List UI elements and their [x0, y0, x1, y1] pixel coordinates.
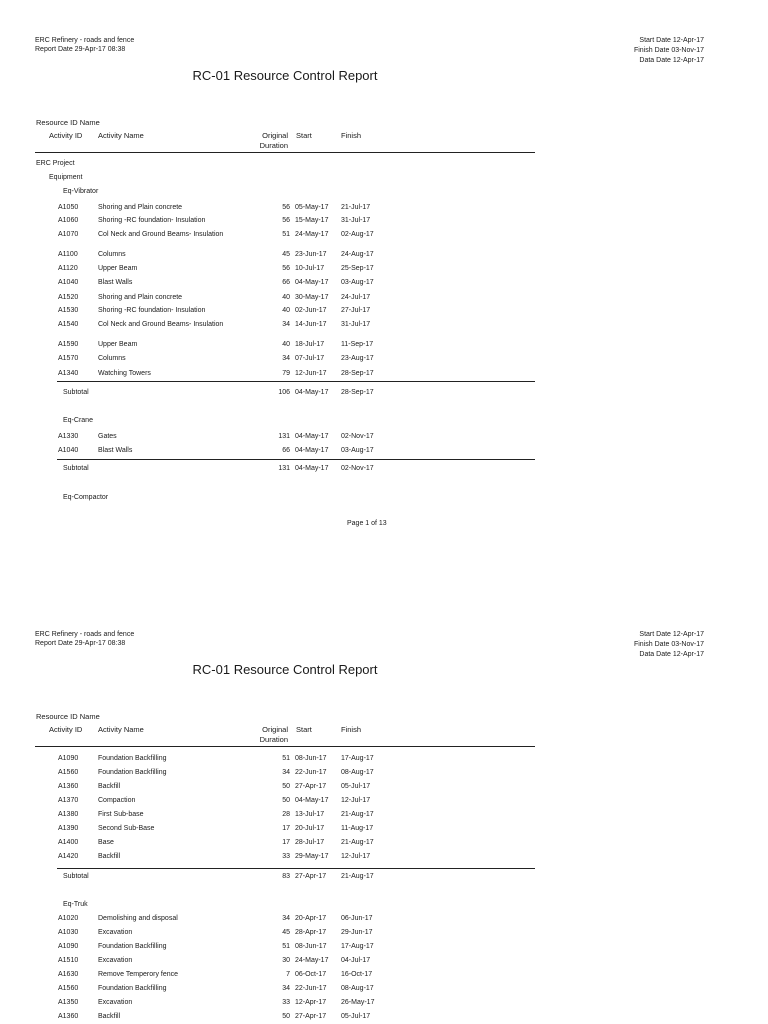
finish-date-cell: 31-Jul-17 [341, 217, 371, 224]
activity-id: A1360 [58, 1013, 79, 1020]
start-date-cell: 24-May-17 [295, 231, 329, 238]
start-date-cell: 18-Jul-17 [295, 341, 325, 348]
start-date-cell: 30-May-17 [295, 294, 329, 301]
table-row [0, 768, 768, 779]
original-duration: 50 [282, 1013, 290, 1020]
original-duration: 28 [282, 811, 290, 818]
activity-name: Excavation [98, 957, 133, 964]
activity-id: A1350 [58, 999, 79, 1006]
start-date: Start Date 12-Apr-17 [639, 37, 704, 44]
activity-name: Backfill [98, 1013, 121, 1020]
report-title: RC-01 Resource Control Report [192, 662, 378, 677]
finish-date-cell: 24-Jul-17 [341, 294, 371, 301]
activity-id: A1420 [58, 853, 79, 860]
activity-id: A1570 [58, 355, 79, 362]
activity-id: A1040 [58, 447, 79, 454]
finish-header: Finish [341, 725, 362, 734]
duration-header: Original Duration [259, 725, 288, 744]
activity-id: A1060 [58, 217, 79, 224]
project-label: ERC Project [36, 160, 75, 167]
activity-id: A1520 [58, 294, 79, 301]
activity-name-header: Activity Name [98, 725, 144, 734]
activity-id: A1120 [58, 265, 78, 272]
activity-name: Foundation Backfilling [98, 943, 167, 950]
subtotal-duration: 106 [278, 389, 290, 396]
activity-id: A1560 [58, 985, 79, 992]
finish-date-cell: 06-Jun-17 [341, 915, 373, 922]
duration-header: Original Duration [259, 131, 288, 150]
subtotal-label: Subtotal [63, 873, 89, 880]
table-row [0, 838, 768, 849]
activity-name: Demolishing and disposal [98, 915, 178, 922]
start-header: Start [296, 131, 312, 140]
activity-id: A1090 [58, 755, 79, 762]
activity-id: A1330 [58, 433, 79, 440]
table-row [0, 278, 768, 289]
activity-name: Shoring -RC foundation- Insulation [98, 307, 206, 314]
original-duration: 45 [282, 251, 290, 258]
table-row [0, 824, 768, 835]
finish-date-cell: 17-Aug-17 [341, 755, 374, 762]
finish-date-cell: 21-Jul-17 [341, 204, 371, 211]
table-row [0, 956, 768, 967]
table-row [0, 782, 768, 793]
subtotal-finish: 21-Aug-17 [341, 873, 374, 880]
start-date-cell: 12-Jun-17 [295, 370, 327, 377]
subtotal-duration: 83 [282, 873, 290, 880]
activity-id: A1630 [58, 971, 79, 978]
activity-id: A1340 [58, 370, 79, 377]
original-duration: 79 [282, 370, 290, 377]
original-duration: 34 [282, 915, 290, 922]
finish-date-cell: 28-Sep-17 [341, 370, 374, 377]
start-date-cell: 28-Jul-17 [295, 839, 325, 846]
table-row [0, 340, 768, 351]
subtotal-finish: 02-Nov-17 [341, 465, 374, 472]
subtotal-label: Subtotal [63, 465, 89, 472]
start-date-cell: 22-Jun-17 [295, 769, 327, 776]
start-date-cell: 24-May-17 [295, 957, 329, 964]
activity-name: Gates [98, 433, 117, 440]
finish-date-cell: 04-Jul-17 [341, 957, 371, 964]
activity-name: Columns [98, 251, 126, 258]
start-date-cell: 28-Apr-17 [295, 929, 327, 936]
activity-id: A1370 [58, 797, 79, 804]
original-duration: 17 [282, 839, 290, 846]
start-date: Start Date 12-Apr-17 [639, 631, 704, 638]
finish-date-cell: 27-Jul-17 [341, 307, 371, 314]
page-number: Page 1 of 13 [347, 520, 387, 527]
finish-header: Finish [341, 131, 362, 140]
project-name: ERC Refinery - roads and fence [35, 631, 135, 638]
original-duration: 30 [282, 957, 290, 964]
activity-name: Shoring and Plain concrete [98, 204, 183, 211]
finish-date-cell: 08-Aug-17 [341, 769, 374, 776]
activity-name: Remove Temperory fence [98, 971, 179, 978]
activity-name: Blast Walls [98, 447, 133, 454]
table-row [0, 264, 768, 275]
activity-name: Shoring and Plain concrete [98, 294, 183, 301]
finish-date: Finish Date 03-Nov-17 [633, 47, 704, 54]
activity-name: Watching Towers [98, 370, 151, 377]
activity-id: A1030 [58, 929, 79, 936]
finish-date-cell: 02-Nov-17 [341, 433, 374, 440]
activity-id: A1400 [58, 839, 79, 846]
start-date-cell: 27-Apr-17 [295, 1013, 327, 1020]
start-date-cell: 08-Jun-17 [295, 943, 327, 950]
report-date: Report Date 29-Apr-17 08:38 [35, 640, 126, 647]
finish-date: Finish Date 03-Nov-17 [633, 641, 704, 648]
group-label: Eq-Truk [63, 901, 88, 908]
start-date-cell: 12-Apr-17 [295, 999, 327, 1006]
resource-id-header: Resource ID Name [36, 712, 100, 721]
start-date-cell: 05-May-17 [295, 204, 329, 211]
activity-name: Col Neck and Ground Beams- Insulation [98, 321, 224, 328]
subtotal-duration: 131 [278, 465, 290, 472]
activity-id: A1530 [58, 307, 79, 314]
finish-date-cell: 17-Aug-17 [341, 943, 374, 950]
table-row [0, 998, 768, 1009]
activity-id: A1070 [58, 231, 79, 238]
start-date-cell: 20-Apr-17 [295, 915, 327, 922]
start-date-cell: 14-Jun-17 [295, 321, 327, 328]
activity-name: Upper Beam [98, 341, 138, 348]
table-row [0, 796, 768, 807]
original-duration: 51 [282, 755, 290, 762]
original-duration: 34 [282, 355, 290, 362]
finish-date-cell: 21-Aug-17 [341, 839, 374, 846]
start-date-cell: 04-May-17 [295, 447, 329, 454]
finish-date-cell: 05-Jul-17 [341, 783, 371, 790]
finish-date-cell: 25-Sep-17 [341, 265, 374, 272]
project-name: ERC Refinery - roads and fence [35, 37, 135, 44]
page-header-right [634, 36, 704, 66]
start-date-cell: 08-Jun-17 [295, 755, 327, 762]
activity-id: A1040 [58, 279, 79, 286]
group-label: Eq-Vibrator [63, 188, 99, 195]
start-date-cell: 04-May-17 [295, 279, 329, 286]
start-date-cell: 07-Jul-17 [295, 355, 325, 362]
original-duration: 51 [282, 943, 290, 950]
equipment-label: Equipment [49, 174, 83, 181]
original-duration: 45 [282, 929, 290, 936]
activity-name: Blast Walls [98, 279, 133, 286]
activity-id: A1020 [58, 915, 79, 922]
group-label: Eq-Compactor [63, 494, 109, 501]
report-date: Report Date 29-Apr-17 08:38 [35, 46, 126, 53]
original-duration: 66 [282, 279, 290, 286]
original-duration: 33 [282, 853, 290, 860]
activity-name: Foundation Backfilling [98, 985, 167, 992]
activity-id: A1560 [58, 769, 79, 776]
finish-date-cell: 11-Sep-17 [341, 341, 374, 348]
original-duration: 33 [282, 999, 290, 1006]
activity-name: Shoring -RC foundation- Insulation [98, 217, 206, 224]
start-date-cell: 22-Jun-17 [295, 985, 327, 992]
activity-id: A1510 [58, 957, 79, 964]
original-duration: 66 [282, 447, 290, 454]
activity-name: First Sub-base [98, 811, 144, 818]
activity-name: Col Neck and Ground Beams- Insulation [98, 231, 224, 238]
table-row [0, 446, 768, 457]
finish-date-cell: 24-Aug-17 [341, 251, 374, 258]
original-duration: 34 [282, 321, 290, 328]
activity-name: Excavation [98, 929, 133, 936]
table-row [0, 810, 768, 821]
finish-date-cell: 03-Aug-17 [341, 279, 374, 286]
finish-date-cell: 08-Aug-17 [341, 985, 374, 992]
finish-date-cell: 23-Aug-17 [341, 355, 374, 362]
activity-id: A1540 [58, 321, 79, 328]
table-row [0, 914, 768, 925]
finish-date-cell: 26-May-17 [341, 999, 375, 1006]
activity-name: Base [98, 839, 114, 846]
activity-name: Upper Beam [98, 265, 138, 272]
subtotal-rule [57, 868, 535, 869]
subtotal-label: Subtotal [63, 389, 89, 396]
original-duration: 56 [282, 217, 290, 224]
original-duration: 17 [282, 825, 290, 832]
original-duration: 40 [282, 341, 290, 348]
subtotal-rule [57, 381, 535, 382]
finish-date-cell: 11-Aug-17 [341, 825, 374, 832]
report-title: RC-01 Resource Control Report [192, 68, 378, 83]
subtotal-start: 04-May-17 [295, 389, 329, 396]
original-duration: 34 [282, 769, 290, 776]
original-duration: 50 [282, 783, 290, 790]
start-date-cell: 13-Jul-17 [295, 811, 325, 818]
report-page-2 [0, 594, 768, 1024]
start-date-cell: 23-Jun-17 [295, 251, 327, 258]
start-date-cell: 29-May-17 [295, 853, 329, 860]
table-row [0, 216, 768, 227]
start-date-cell: 20-Jul-17 [295, 825, 325, 832]
table-row [0, 754, 768, 765]
finish-date-cell: 05-Jul-17 [341, 1013, 371, 1020]
table-row [0, 230, 768, 241]
activity-name: Foundation Backfilling [98, 755, 167, 762]
finish-date-cell: 12-Jul-17 [341, 797, 371, 804]
start-date-cell: 02-Jun-17 [295, 307, 327, 314]
finish-date-cell: 02-Aug-17 [341, 231, 374, 238]
finish-date-cell: 29-Jun-17 [341, 929, 373, 936]
original-duration: 7 [286, 971, 290, 978]
subtotal-rule [57, 459, 535, 460]
table-row [0, 984, 768, 995]
table-row [0, 354, 768, 365]
start-header: Start [296, 725, 312, 734]
page-header-left [35, 36, 134, 54]
finish-date-cell: 03-Aug-17 [341, 447, 374, 454]
header-rule [35, 152, 535, 153]
activity-name: Backfill [98, 853, 121, 860]
activity-name: Second Sub-Base [98, 825, 155, 832]
finish-date-cell: 12-Jul-17 [341, 853, 371, 860]
start-date-cell: 04-May-17 [295, 433, 329, 440]
activity-name: Backfill [98, 783, 121, 790]
original-duration: 56 [282, 265, 290, 272]
activity-id: A1380 [58, 811, 79, 818]
original-duration: 51 [282, 231, 290, 238]
table-row [0, 852, 768, 863]
activity-id: A1090 [58, 943, 79, 950]
finish-date-cell: 21-Aug-17 [341, 811, 374, 818]
page-header-right [634, 630, 704, 660]
start-date-cell: 06-Oct-17 [295, 971, 327, 978]
activity-name: Compaction [98, 797, 136, 804]
table-row [0, 928, 768, 939]
table-row [0, 203, 768, 214]
activity-name: Foundation Backfilling [98, 769, 167, 776]
original-duration: 34 [282, 985, 290, 992]
data-date: Data Date 12-Apr-17 [639, 57, 704, 64]
start-date-cell: 10-Jul-17 [295, 265, 325, 272]
page-header-left [35, 630, 134, 648]
activity-name-header: Activity Name [98, 131, 144, 140]
table-row [0, 942, 768, 953]
activity-name: Excavation [98, 999, 133, 1006]
group-label: Eq-Crane [63, 417, 93, 424]
table-row [0, 293, 768, 304]
header-rule [35, 746, 535, 747]
activity-id: A1360 [58, 783, 79, 790]
table-row [0, 250, 768, 261]
subtotal-start: 27-Apr-17 [295, 873, 327, 880]
activity-id: A1590 [58, 341, 79, 348]
start-date-cell: 04-May-17 [295, 797, 329, 804]
finish-date-cell: 31-Jul-17 [341, 321, 371, 328]
resource-id-header: Resource ID Name [36, 118, 100, 127]
original-duration: 131 [278, 433, 290, 440]
table-row [0, 369, 768, 380]
data-date: Data Date 12-Apr-17 [639, 651, 704, 658]
table-row [0, 306, 768, 317]
activity-id-header: Activity ID [49, 131, 83, 140]
table-row [0, 432, 768, 443]
table-row [0, 320, 768, 331]
start-date-cell: 15-May-17 [295, 217, 329, 224]
activity-name: Columns [98, 355, 126, 362]
original-duration: 40 [282, 307, 290, 314]
start-date-cell: 27-Apr-17 [295, 783, 327, 790]
original-duration: 40 [282, 294, 290, 301]
original-duration: 50 [282, 797, 290, 804]
activity-id-header: Activity ID [49, 725, 83, 734]
finish-date-cell: 16-Oct-17 [341, 971, 373, 978]
original-duration: 56 [282, 204, 290, 211]
activity-id: A1050 [58, 204, 79, 211]
table-row [0, 970, 768, 981]
activity-id: A1390 [58, 825, 79, 832]
activity-id: A1100 [58, 251, 78, 258]
subtotal-finish: 28-Sep-17 [341, 389, 374, 396]
table-row [0, 1012, 768, 1023]
subtotal-start: 04-May-17 [295, 465, 329, 472]
